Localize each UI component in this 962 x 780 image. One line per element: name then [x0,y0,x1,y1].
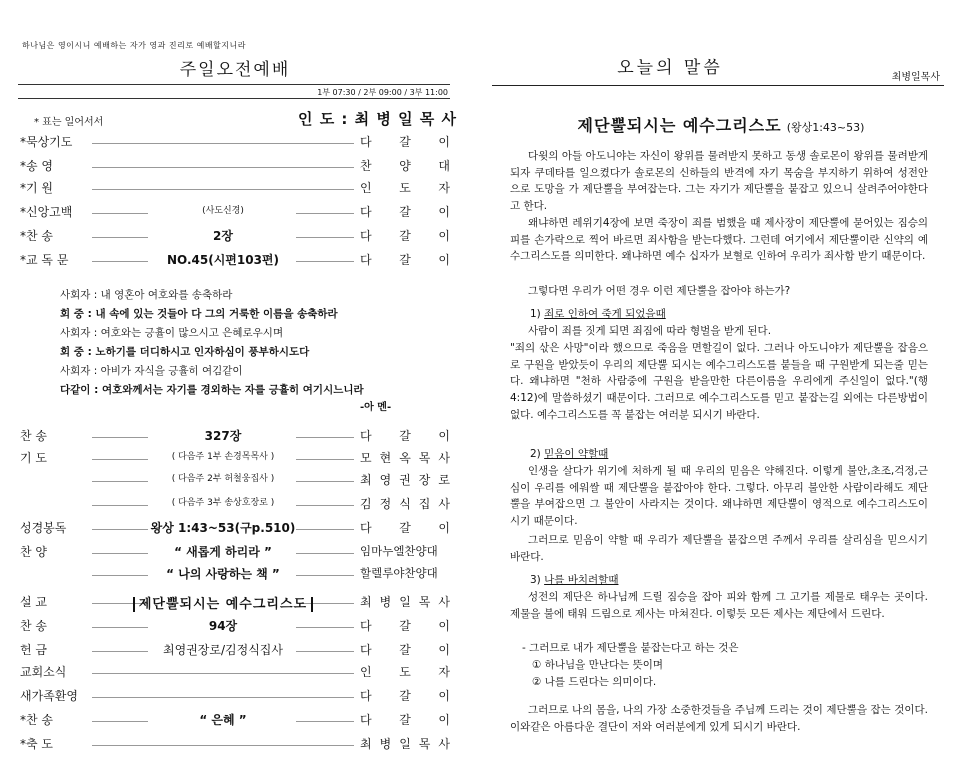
item-person: 찬 양 대 [360,159,450,173]
leader-line [92,143,354,144]
paragraph: 그러므로 나의 몸을, 나의 가장 소중한것들을 주님께 드리는 것이 제단뿔을 잡는 것이다. 이와같은 아름다운 결단이 저와 여러분에게 있게 되시기 바란다. [510,704,928,733]
worship-item [0,203,470,223]
sermon-page [480,0,962,780]
section-number: 2) [530,448,545,460]
divider [18,84,450,85]
item-person: 다 갈 이 [360,229,450,243]
responsive-line: 사회자 : 아비가 자식을 긍휼히 여김같이 [60,365,243,377]
item-detail: 왕상 1:43~53(구p.510) [150,521,296,535]
responsive-line: 사회자 : 여호와는 긍휼이 많으시고 은혜로우시며 [60,327,284,339]
item-label: 설 교 [20,595,47,609]
section-heading-1 [530,306,666,321]
sermon-heading [480,113,962,136]
section-number: 3) [530,574,545,586]
item-detail: “ 새롭게 하리라 ” [174,545,272,559]
item-label: 찬 송 [20,619,47,633]
worship-item [0,227,470,247]
item-detail: ( 다음주 3부 송상호장로 ) [171,498,275,508]
item-label: 성경봉독 [20,521,67,535]
service-times: 1부 07:30 / 2부 09:00 / 3부 11:00 [317,88,448,97]
worship-item [0,251,470,271]
leader-line [92,167,354,168]
worship-item [0,519,470,539]
item-label: 찬 송 [20,429,47,443]
item-label: 기 도 [20,451,47,465]
item-label: *신앙고백 [20,205,73,219]
divider [18,98,450,99]
worship-item [0,711,470,731]
service-title: 주일오전예배 [179,60,291,80]
item-label: *묵상기도 [20,135,73,149]
service-leader: 인 도 : 최 병 일 목 사 [298,110,457,128]
item-label: *기 원 [20,181,53,195]
section-heading-2 [530,446,608,461]
section-number: 1) [530,308,545,320]
item-label: 교회소식 [20,665,67,679]
item-detail: “ 나의 사랑하는 책 ” [166,567,280,581]
worship-item [0,565,470,585]
responsive-line: 사회자 : 내 영혼아 여호와를 송축하라 [60,289,233,301]
item-label: 찬 양 [20,545,47,559]
item-person: 인 도 자 [360,665,450,679]
worship-item [0,617,470,637]
item-person: 최 영 권 장 로 [360,473,450,487]
item-label: 새가족환영 [20,689,78,703]
item-person: 다 갈 이 [360,713,450,727]
item-person: 다 갈 이 [360,135,450,149]
worship-item [0,735,470,755]
worship-item [0,471,470,491]
paragraph: "죄의 삯은 사망"이라 했으므로 죽음을 면할길이 없다. 그러나 아도니야가 제단뿔을 잡음으로 구원을 받았듯이 우리의 제단뿔 되시는 예수그리스도를 붙들을 때 구원받게 되는줄 믿는다. 왜냐하면 "천하 사람중에 구원을 받을만한 다른이름을 우리에게 주신일이 없다."(행4:12)에 말씀하셨기 때문이다. 그러므로 예수그리스도를 믿고 붙잡는길 외에는 다른방법이 없다. 예수그리스도를 꼭 붙잡는 여러분 되시기 바란다. [510,342,928,421]
item-person: 할렐루야찬양대 [360,566,438,580]
item-detail: 327장 [204,429,242,443]
item-person: 임마누엘찬양대 [360,544,438,558]
amen: -아 멘- [360,402,392,413]
page-title: 오늘의 말씀 [617,58,723,78]
item-detail: “ 은혜 ” [199,713,247,727]
item-detail: ( 다음주 2부 허철웅집사 ) [171,474,275,484]
list-item: ② 나를 드린다는 의미이다. [532,676,657,688]
item-person: 다 갈 이 [360,521,450,535]
item-person: 모 현 옥 목 사 [360,451,450,465]
sermon-title: 제단뿔되시는 예수그리스도 [577,116,782,135]
paragraph: 왜냐하면 레위기4장에 보면 죽장이 죄를 범했을 때 제사장이 제단뿔에 묻어있는 짐승의 피를 손가락으로 찍어 바르면 죄사함을 받는다했다. 그런데 여기에서 제단뿔이란 신약의 예수그리스도를 의미한다. 왜냐하면 예수 십자가 보혈로 인하여 우리가 죄사함 받기 때문이다. [510,217,928,263]
item-person: 다 갈 이 [360,619,450,633]
item-person: 다 갈 이 [360,643,450,657]
sermon-title-box: 제단뿔되시는 예수그리스도 [133,597,313,612]
paragraph: 그렇다면 우리가 어떤 경우 이런 제단뿔을 잡아야 하는가? [528,285,791,297]
item-detail: 최영권장로/김정식집사 [163,643,283,657]
paragraph: 다윗의 아들 아도니야는 자신이 왕위를 물려받지 못하고 동생 솔로몬이 왕위를 물려받게되자 쿠데타를 일으켰다가 솔로몬의 신하들의 반격에 자기 목숨을 부지하기 위하여 성전안으로 도망을 가 제단뿔을 부여잡는다. 그는 자기가 제단뿔을 붙잡고 있으니 살려주어야한다고 한다. [510,150,928,213]
worship-item [0,641,470,661]
item-detail: ( 다음주 1부 손경목목사 ) [171,452,275,462]
motto: 하나님은 영이시니 예배하는 자가 영과 진리로 예배할지니라 [22,41,246,50]
responsive-line: 회 중 : 내 속에 있는 것들아 다 그의 거룩한 이름을 송축하라 [60,308,338,320]
worship-item [0,133,470,153]
worship-order-page [0,0,470,780]
responsive-line: 회 중 : 노하기를 더디하시고 인자하심이 풍부하시도다 [60,346,310,358]
item-label: *찬 송 [20,229,53,243]
worship-item [0,593,470,613]
paragraph: 그러므로 믿음이 약할 때 우리가 제단뿔을 붙잡으면 주께서 우리를 살리심을 믿으시기 바란다. [510,534,928,563]
item-person: 인 도 자 [360,181,450,195]
worship-item [0,663,470,683]
worship-item [0,449,470,469]
list-item: ① 하나님을 만난다는 뜻이며 [532,659,663,671]
leader-line [92,697,354,698]
author: 최병일목사 [891,72,940,83]
item-person: 다 갈 이 [360,253,450,267]
divider [492,85,944,86]
sermon-reference: (왕상1:43~53) [786,121,865,134]
item-label: *송 영 [20,159,53,173]
item-detail: 94장 [208,619,238,633]
item-person: 최 병 일 목 사 [360,595,450,609]
leader-line [92,745,354,746]
worship-item [0,157,470,177]
item-label: *축 도 [20,737,53,751]
item-detail: (사도신경) [202,206,244,216]
worship-item [0,427,470,447]
section-title: 믿음이 약할때 [544,448,609,460]
paragraph: 인생을 살다가 위기에 처하게 될 때 우리의 믿음은 약해진다. 이렇게 불안,초조,걱정,근심이 우리를 에워쌀 때 제단뿔을 붙잡아야 한다. 그렇다. 아무리 불안한 사람이라해도 제단뿔을 부여잡으면 그 불안이 사라지는 것이다. 왜냐하면 제단뿔이 영적으로 예수그리스도이시기 때문이다. [510,465,928,528]
paragraph: 성전의 제단은 하나님께 드릴 짐승을 잡아 피와 함께 그 고기를 제물로 태우는 곳이다. 제물을 불에 태워 드림으로 제사는 마쳐진다. 이렇듯 모든 제사는 제단에서 드린다. [510,591,928,620]
item-person: 다 갈 이 [360,429,450,443]
paragraph: - 그러므로 내가 제단뿔을 붙잡는다고 하는 것은 [522,642,739,654]
item-detail [130,593,316,612]
item-detail: NO.45(시편103편) [166,253,280,267]
item-person: 다 갈 이 [360,689,450,703]
item-label: 헌 금 [20,643,47,657]
responsive-line: 다같이 : 여호와께서는 자기를 경외하는 자를 긍휼히 여기시느니라 [60,384,364,396]
item-detail: 2장 [213,229,233,243]
item-person: 다 갈 이 [360,205,450,219]
item-label: *교 독 문 [20,253,69,267]
item-label: *찬 송 [20,713,53,727]
worship-item [0,179,470,199]
section-title: 나를 바치려할때 [544,574,619,586]
standing-note: * 표는 일어서서 [34,117,104,128]
leader-line [92,673,354,674]
section-heading-3 [530,572,618,587]
item-person: 최 병 일 목 사 [360,737,450,751]
worship-item [0,543,470,563]
paragraph: 사람이 죄를 짓게 되면 죄짐에 따라 형벌을 받게 된다. [528,325,772,337]
leader-line [92,189,354,190]
item-person: 김 정 식 집 사 [360,497,450,511]
worship-item [0,687,470,707]
section-title: 죄로 인하여 죽게 되었을때 [544,308,666,320]
worship-item [0,495,470,515]
